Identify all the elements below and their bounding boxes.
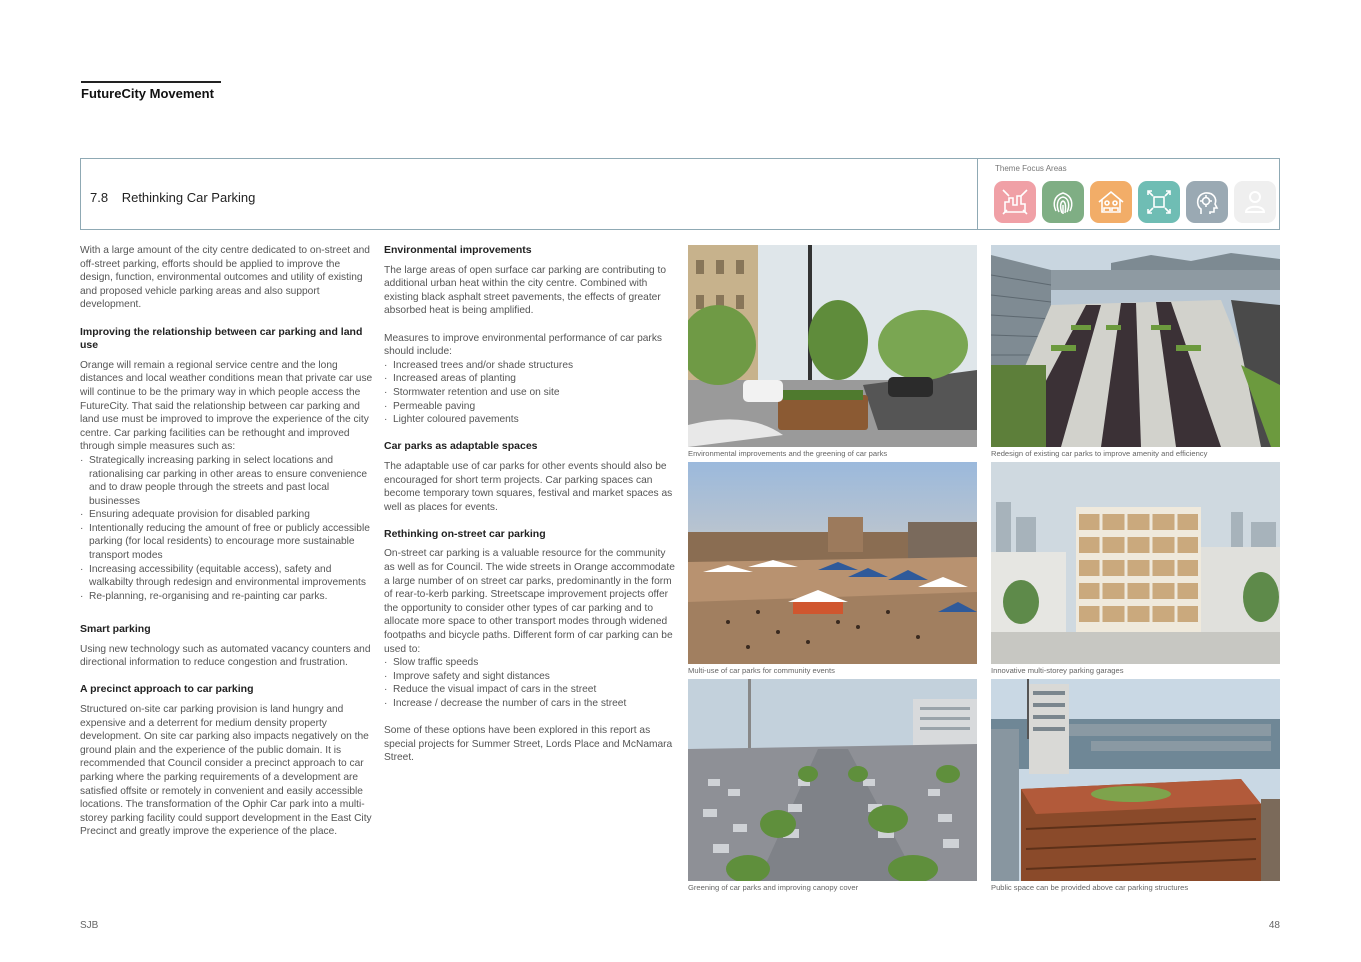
list-item: · Stormwater retention and use on site bbox=[384, 386, 676, 400]
list-item: · Permeable paving bbox=[384, 400, 676, 414]
photo-caption: Redesign of existing car parks to improve amenity and efficiency bbox=[991, 449, 1208, 458]
measures-list bbox=[80, 454, 373, 604]
photo-caption: Public space can be provided above car parking structures bbox=[991, 883, 1189, 892]
document-title: FutureCity Movement bbox=[81, 86, 214, 101]
relationship-heading: Improving the relationship between car parking and land use bbox=[80, 325, 363, 352]
list-item: · Reduce the visual impact of cars in the street bbox=[384, 683, 676, 697]
environmental-paragraph: The large areas of open surface car parking are contributing to additional urban heat within the city centre. Combined with existing black asphalt street pavements, the effects of greater absorbed heat is being amplified. bbox=[384, 264, 667, 317]
fingerprint-icon bbox=[1042, 181, 1084, 223]
photo-caption: Greening of car parks and improving canopy cover bbox=[688, 883, 859, 892]
photo-multi-storey-garage bbox=[991, 462, 1280, 664]
list-item: · Increased trees and/or shade structures bbox=[384, 359, 676, 373]
section-heading bbox=[90, 190, 255, 205]
photo-community-market bbox=[688, 462, 977, 664]
text-column-1 bbox=[80, 244, 373, 839]
intro-paragraph: With a large amount of the city centre dedicated to on-street and off-street parking, efforts should be applied to improve the design, function, environmental outcomes and utility of existing and proposed vehicle parking areas and also support development. bbox=[80, 245, 370, 311]
header-rule bbox=[81, 81, 221, 83]
expand-icon bbox=[1138, 181, 1180, 223]
photo-green-car-park bbox=[688, 679, 977, 881]
list-item: · Increase / decrease the number of cars in the street bbox=[384, 697, 676, 711]
photo-caption: Innovative multi-storey parking garages bbox=[991, 666, 1124, 675]
environmental-heading: Environmental improvements bbox=[384, 244, 532, 256]
list-item: · Intentionally reducing the amount of free or publicly accessible parking (for local residents) to encourage more sustainable transport modes bbox=[80, 522, 373, 563]
on-street-heading: Rethinking on-street car parking bbox=[384, 527, 546, 540]
photo-greening-street bbox=[688, 245, 977, 447]
photo-redesigned-car-park bbox=[991, 245, 1280, 447]
precinct-heading: A precinct approach to car parking bbox=[80, 683, 254, 696]
photo-rooftop-public-space bbox=[991, 679, 1280, 881]
list-item: · Increasing accessibility (equitable access), safety and walkabilty through redesign and environmental improvements bbox=[80, 563, 373, 590]
list-item: · Increased areas of planting bbox=[384, 372, 676, 386]
text-column-2 bbox=[384, 244, 676, 765]
measures-paragraph: Measures to improve environmental performance of car parks should include: bbox=[384, 332, 663, 358]
theme-focus-label: Theme Focus Areas bbox=[995, 164, 1067, 173]
closing-paragraph: Some of these options have been explored in this report as special projects for Summer Street, Lords Place and McNamara Street. bbox=[384, 725, 673, 764]
section-number: 7.8 bbox=[90, 190, 109, 205]
list-item: · Lighter coloured pavements bbox=[384, 413, 676, 427]
head-gear-icon bbox=[1186, 181, 1228, 223]
list-item: · Ensuring adequate provision for disabled parking bbox=[80, 508, 373, 522]
section-title: Rethinking Car Parking bbox=[121, 190, 256, 205]
list-item: · Improve safety and sight distances bbox=[384, 670, 676, 684]
adaptable-paragraph: The adaptable use of car parks for other events should also be encouraged for short term projects. Car parking spaces can become temporary town squares, festival and market spaces as well as places for events. bbox=[384, 460, 673, 513]
urban-form-icon bbox=[994, 181, 1036, 223]
precinct-paragraph: Structured on-site car parking provision is land hungry and expensive and a deterrent for medium density property development. On site car parking also impacts negatively on the ground plain and the experience of the public domain. It is recommended that Council consider a precinct approach to car parking where the parking requirements of a development are satisfied offsite or remotely in convenient and easily accessible locations. The transformation of the Ophir Car park into a multi-storey parking facility could support development in the East City Precinct and greatly improve the experience of the place. bbox=[80, 704, 372, 838]
on-street-paragraph: On-street car parking is a valuable resource for the community as well as for Council. The wide streets in Orange accommodate a large number of on street car parks, predominantly in the form of rear-to-kerb parking. Streetscape improvement projects offer the opportunity to consider other types of car parking and to allocate more space to other transport modes through widened footpaths and bicycle paths. Different form of car parking can be used to: bbox=[384, 548, 675, 655]
photo-caption: Multi-use of car parks for community events bbox=[688, 666, 835, 675]
person-icon bbox=[1234, 181, 1276, 223]
smart-parking-paragraph: Using new technology such as automated vacancy counters and directional information to reduce congestion and frustration. bbox=[80, 643, 371, 669]
photo-caption: Environmental improvements and the greening of car parks bbox=[688, 449, 888, 458]
section-divider bbox=[977, 158, 978, 230]
page-number: 48 bbox=[1268, 920, 1280, 931]
smart-parking-heading: Smart parking bbox=[80, 623, 151, 636]
list-item: · Re-planning, re-organising and re-painting car parks. bbox=[80, 590, 373, 604]
footer-author: SJB bbox=[80, 920, 99, 931]
on-street-list bbox=[384, 656, 676, 710]
list-item: · Slow traffic speeds bbox=[384, 656, 676, 670]
environmental-list bbox=[384, 359, 676, 427]
adaptable-heading: Car parks as adaptable spaces bbox=[384, 440, 538, 453]
relationship-paragraph: Orange will remain a regional service centre and the long distances and local weather conditions mean that private car use will continue to be the primary way in which people access the FutureCity. That said the relationship between car parking and land use must be improved to improve the experience of the city centre. Car parking facilities can be rethought and improved through simple measures such as: bbox=[80, 359, 373, 453]
list-item: · Strategically increasing parking in select locations and rationalising car parking in other areas to ensure convenience and to draw people through the streets and past local businesses bbox=[80, 454, 373, 508]
community-icon bbox=[1090, 181, 1132, 223]
